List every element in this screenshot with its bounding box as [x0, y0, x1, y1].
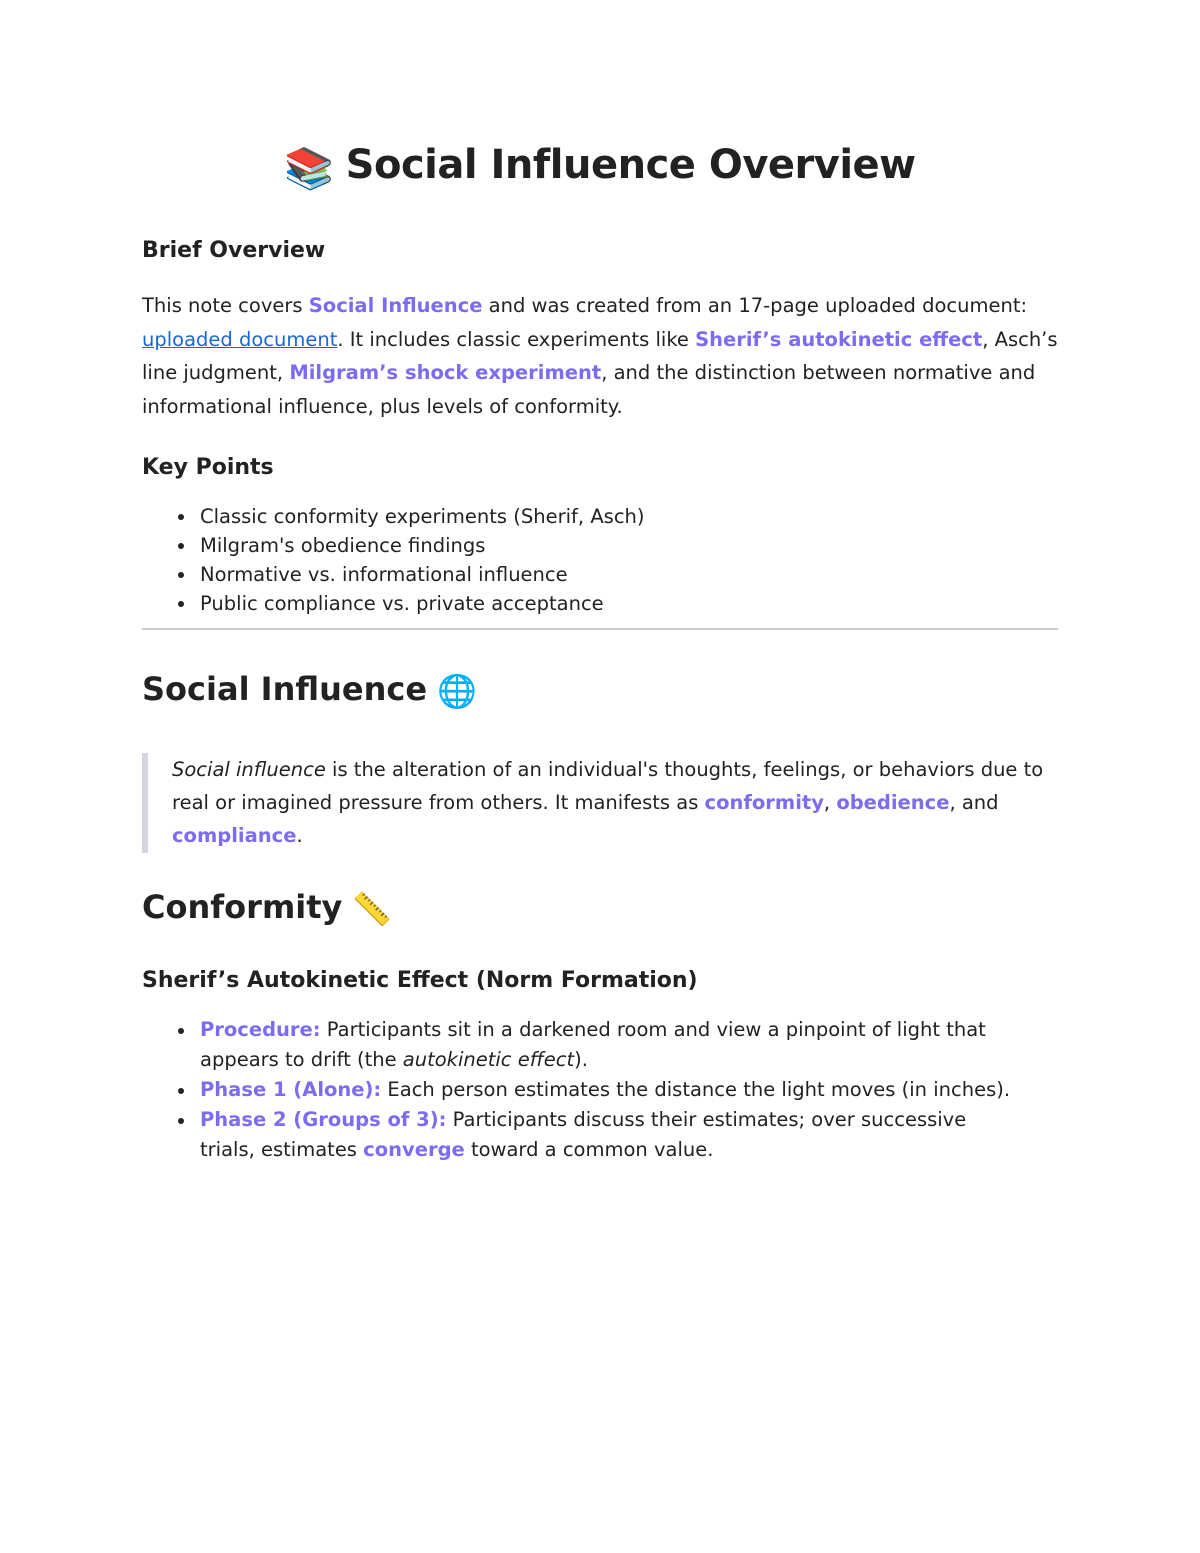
- key-points-list: [142, 502, 1042, 618]
- list-item: Public compliance vs. private acceptance: [142, 589, 1042, 618]
- list-item: [142, 1105, 1022, 1165]
- milgram-highlight: Milgram’s shock experiment: [289, 361, 602, 384]
- phase2-text-end: toward a common value.: [464, 1138, 714, 1161]
- uploaded-document-link[interactable]: uploaded document: [142, 327, 338, 351]
- page-title: [142, 142, 1058, 192]
- definition-term: Social influence: [172, 758, 326, 781]
- books-icon: 📚: [284, 146, 334, 192]
- phase1-label: Phase 1 (Alone):: [200, 1078, 382, 1101]
- section-divider: [142, 628, 1058, 630]
- definition-text-2: ,: [823, 791, 837, 814]
- definition-text-4: .: [296, 824, 303, 847]
- list-item: Milgram's obedience findings: [142, 531, 1042, 560]
- key-points-heading: Key Points: [142, 455, 274, 480]
- procedure-text-end: ).: [574, 1048, 588, 1071]
- conformity-heading: [142, 888, 392, 928]
- conformity-heading-text: Conformity: [142, 888, 343, 926]
- obedience-highlight: obedience: [836, 791, 950, 814]
- brief-text-1: This note covers: [142, 294, 309, 317]
- converge-highlight: converge: [363, 1138, 465, 1161]
- conformity-highlight: conformity: [704, 791, 824, 814]
- phase2-text: Participants discuss their estimates; over successive trials, estimates: [200, 1108, 967, 1161]
- list-item: Normative vs. informational influence: [142, 560, 1042, 589]
- sherif-list: [142, 1015, 1022, 1165]
- list-item: [142, 1015, 1022, 1075]
- brief-overview-paragraph: [142, 289, 1058, 423]
- phase2-label: Phase 2 (Groups of 3):: [200, 1108, 447, 1131]
- sherif-heading: Sherif’s Autokinetic Effect (Norm Formation): [142, 968, 698, 993]
- brief-text-3: . It includes classic experiments like: [337, 327, 696, 351]
- brief-text-4: , Asch’s line judgment,: [142, 327, 1058, 384]
- social-influence-heading: [142, 670, 477, 710]
- list-item: Classic conformity experiments (Sherif, Asch): [142, 502, 1042, 531]
- autokinetic-term: autokinetic effect: [402, 1048, 575, 1071]
- definition-blockquote: [142, 753, 1064, 853]
- definition-text-3: , and: [949, 791, 999, 814]
- globe-icon: 🌐: [437, 672, 477, 710]
- brief-text-5: , and the distinction between normative and informational influence, plus levels of conformity.: [142, 361, 1036, 418]
- page-title-text: Social Influence Overview: [345, 142, 916, 188]
- compliance-highlight: compliance: [172, 824, 297, 847]
- brief-text-2: and was created from an 17-page uploaded document:: [482, 294, 1028, 317]
- brief-overview-heading: Brief Overview: [142, 238, 326, 263]
- social-influence-highlight: Social Influence: [308, 294, 483, 317]
- phase1-text: Each person estimates the distance the light moves (in inches).: [381, 1078, 1011, 1101]
- sherif-highlight: Sherif’s autokinetic effect: [695, 327, 983, 351]
- ruler-icon: 📏: [352, 890, 393, 928]
- definition-text: [172, 753, 1052, 852]
- list-item: [142, 1075, 1022, 1105]
- social-influence-heading-text: Social Influence: [142, 670, 428, 708]
- definition-text-1: is the alteration of an individual's thoughts, feelings, or behaviors due to real or imagined pressure from others. It manifests as: [172, 758, 1044, 814]
- procedure-text: Participants sit in a darkened room and view a pinpoint of light that appears to drift (the: [200, 1018, 986, 1071]
- procedure-label: Procedure:: [200, 1018, 321, 1041]
